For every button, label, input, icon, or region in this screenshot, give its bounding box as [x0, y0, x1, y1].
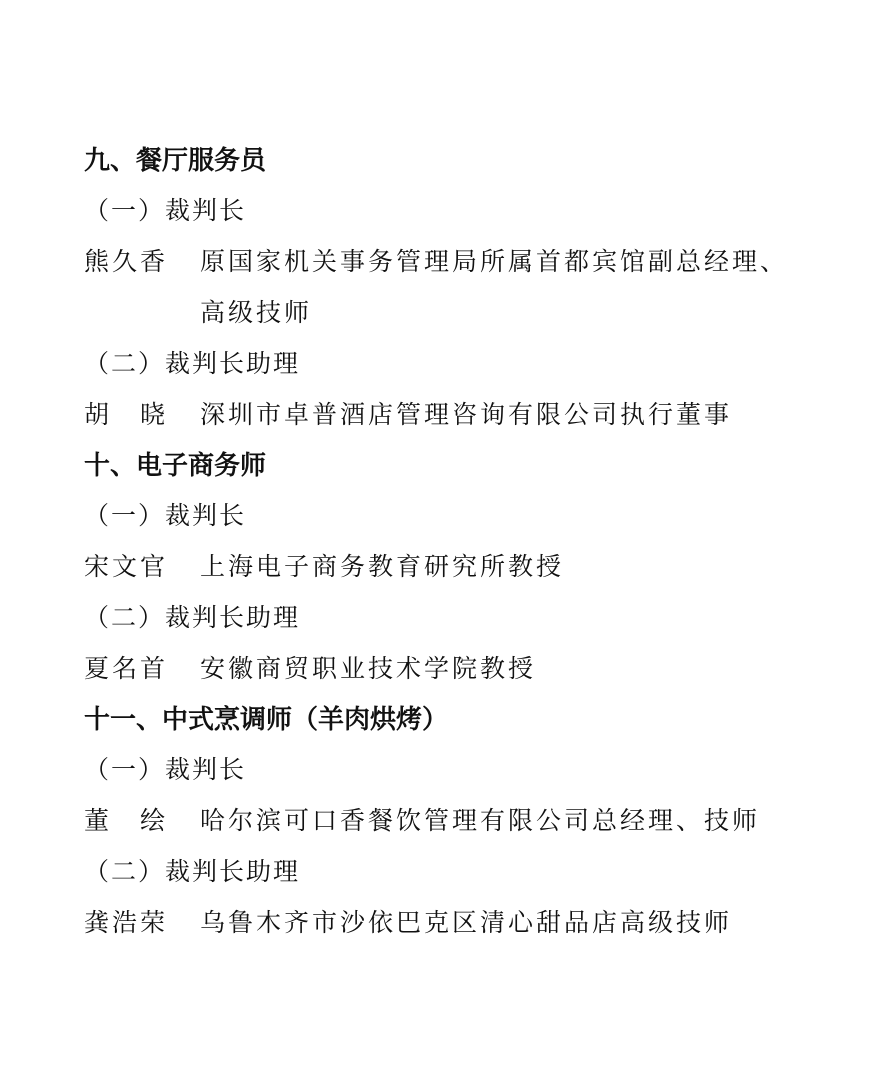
section-heading-11: 十一、中式烹调师（羊肉烘烤）	[84, 705, 449, 735]
assistant-referee-name-11: 龚浩荣	[84, 908, 169, 937]
chief-referee-entry-11	[84, 803, 760, 839]
section-heading-10: 十、电子商务师	[84, 451, 267, 481]
chief-referee-desc-9: 原国家机关事务管理局所属首都宾馆副总经理、	[200, 247, 789, 276]
chief-referee-name-9: 熊久香	[84, 247, 169, 276]
chief-referee-label-10: （一）裁判长	[84, 501, 247, 530]
chief-referee-desc-11: 哈尔滨可口香餐饮管理有限公司总经理、技师	[200, 806, 761, 835]
assistant-referee-entry-9	[84, 397, 732, 433]
chief-referee-entry-9	[84, 244, 788, 280]
assistant-referee-desc-11: 乌鲁木齐市沙依巴克区清心甜品店高级技师	[200, 908, 733, 937]
section-heading-9: 九、餐厅服务员	[84, 146, 267, 176]
assistant-referee-label-10: （二）裁判长助理	[84, 603, 301, 632]
assistant-referee-name-9: 胡 晓	[84, 400, 169, 429]
assistant-referee-desc-10: 安徽商贸职业技术学院教授	[200, 654, 537, 683]
assistant-referee-entry-10	[84, 651, 536, 687]
assistant-referee-label-11: （二）裁判长助理	[84, 857, 301, 886]
chief-referee-name-11: 董 绘	[84, 806, 169, 835]
chief-referee-name-10: 宋文官	[84, 552, 169, 581]
chief-referee-desc-cont-9: 高级技师	[200, 298, 313, 327]
assistant-referee-desc-9: 深圳市卓普酒店管理咨询有限公司执行董事	[200, 400, 733, 429]
chief-referee-entry-10	[84, 549, 564, 585]
chief-referee-label-11: （一）裁判长	[84, 755, 247, 784]
assistant-referee-entry-11	[84, 905, 732, 941]
chief-referee-desc-10: 上海电子商务教育研究所教授	[200, 552, 565, 581]
chief-referee-label-9: （一）裁判长	[84, 196, 247, 225]
assistant-referee-label-9: （二）裁判长助理	[84, 349, 301, 378]
assistant-referee-name-10: 夏名首	[84, 654, 169, 683]
